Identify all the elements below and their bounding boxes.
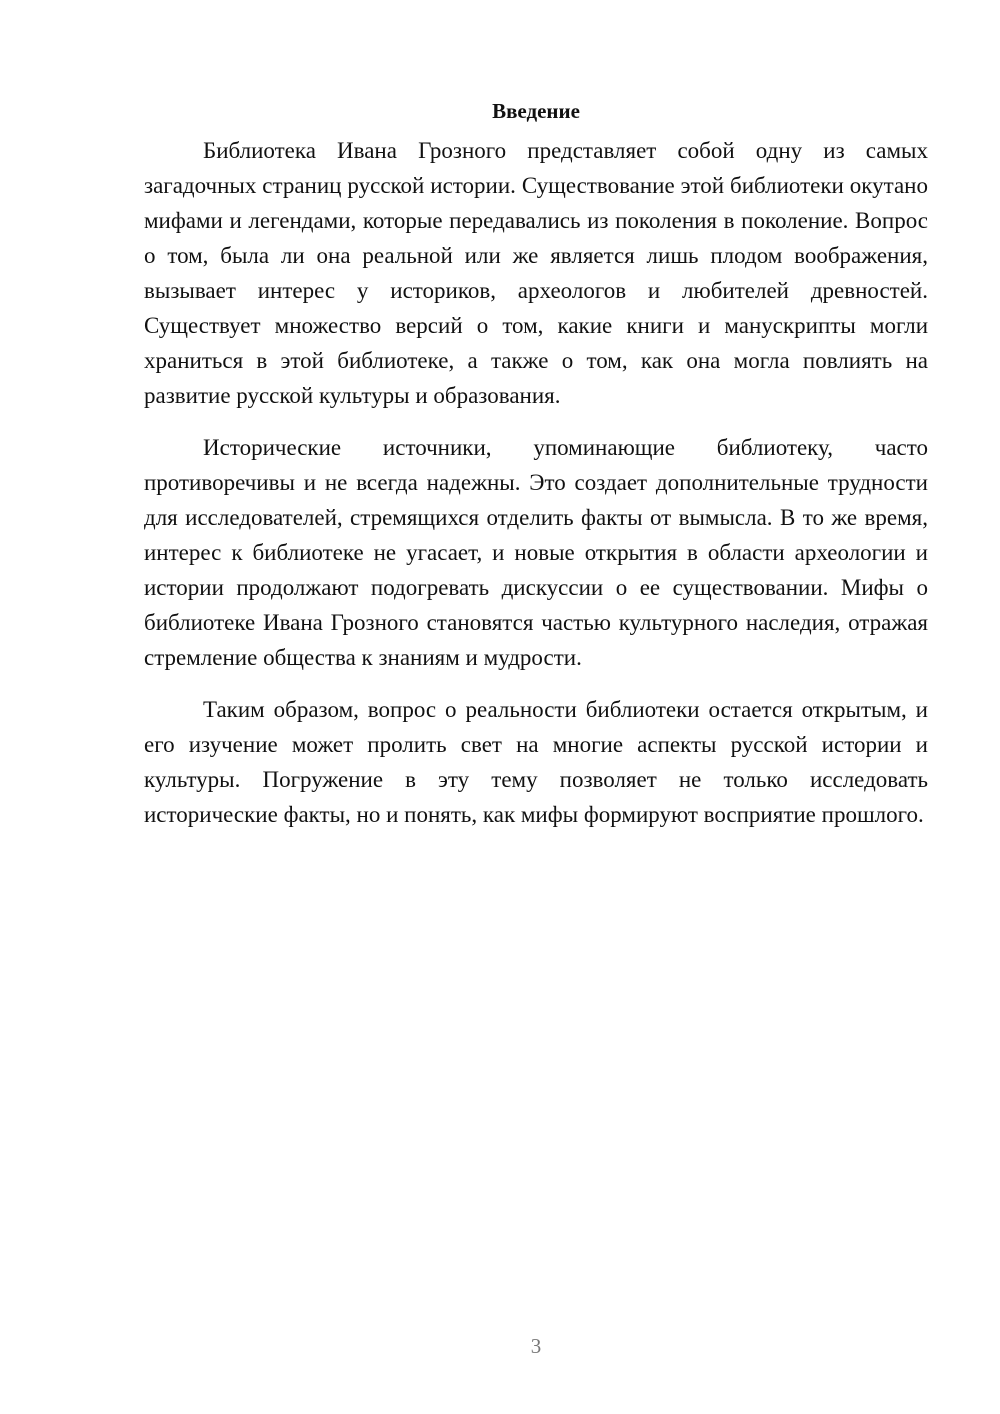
- section-title: Введение: [492, 99, 580, 123]
- page-content: [144, 96, 928, 849]
- page-number: 3: [530, 1334, 542, 1358]
- paragraph-1: Библиотека Ивана Грозного представляет собой одну из самых загадочных страниц русской истории. Существование этой библиотеки окутано мифами и легендами, которые передавались из поколения в поколение. Вопрос о том, была ли она реальной или же является лишь плодом воображения, вызывает интерес у историков, археологов и любителей древностей. Существует множество версий о том, какие книги и манускрипты могли храниться в этой библиотеке, а также о том, как она могла повлиять на развитие русской культуры и образования.: [144, 138, 928, 408]
- paragraph-2: Исторические источники, упоминающие библиотеку, часто противоречивы и не всегда надежны. Это создает дополнительные трудности для исследователей, стремящихся отделить факты от вымысла. В то же время, интерес к библиотеке не угасает, и новые открытия в области археологии и истории продолжают подогревать дискуссии о ее существовании. Мифы о библиотеке Ивана Грозного становятся частью культурного наследия, отражая стремление общества к знаниям и мудрости.: [144, 435, 928, 670]
- paragraph-3: Таким образом, вопрос о реальности библиотеки остается открытым, и его изучение может пролить свет на многие аспекты русской истории и культуры. Погружение в эту тему позволяет не только исследовать исторические факты, но и понять, как мифы формируют восприятие прошлого.: [144, 697, 928, 827]
